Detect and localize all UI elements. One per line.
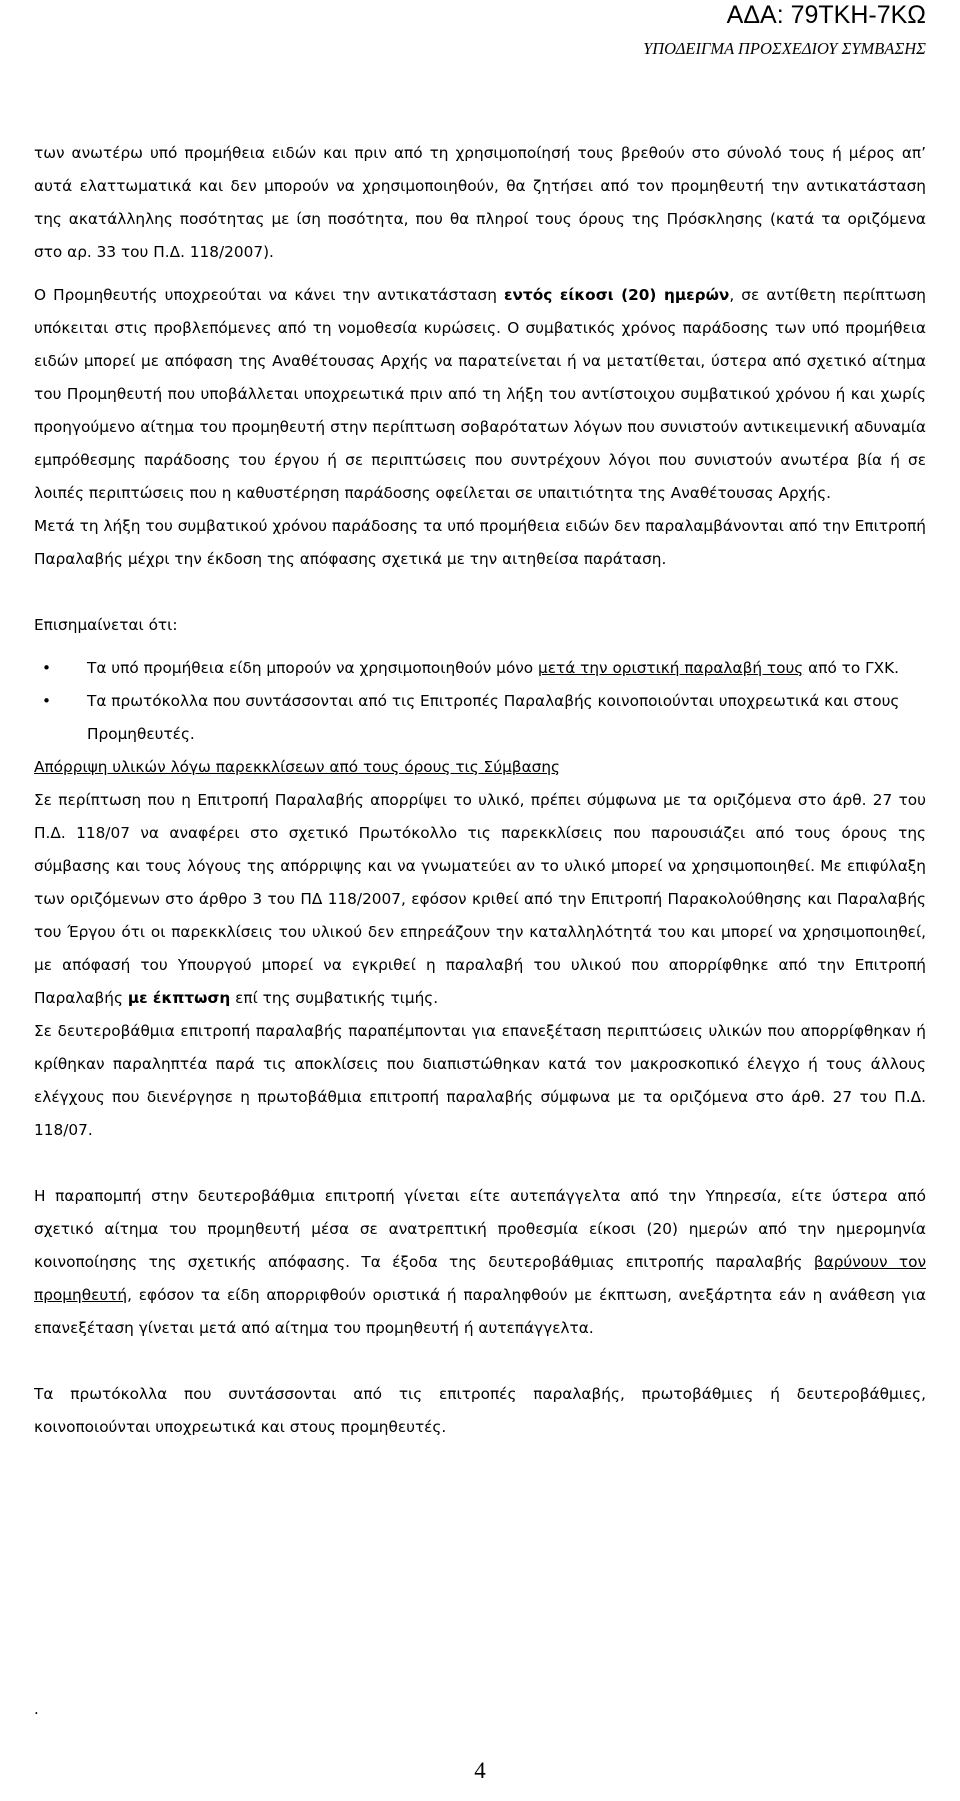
list-item bbox=[34, 685, 926, 751]
text-run: Σε περίπτωση που η Επιτροπή Παραλαβής απορρίψει το υλικό, πρέπει σύμφωνα με τα οριζόμενα στο άρθ. 27 του Π.Δ. 118/07 να αναφέρει στο σχετικό Πρωτόκολλο τις παρεκκλίσεις που παρουσιάζει από τους όρους της σύμβασης και τους λόγους της απόρριψης και να γνωματεύει αν το υλικό μπορεί να χρησιμοποιηθεί. Με επιφύλαξη των οριζόμενων στο άρθρο 3 του ΠΔ 118/2007, εφόσον κριθεί από την Επιτροπή Παρακολούθησης και Παραλαβής του Έργου ότι οι παρεκκλίσεις του υλικού δεν επηρεάζουν την καταλληλότητά του και μπορεί να χρησιμοποιηθεί, με απόφασή του Υπουργού μπορεί να εγκριθεί η παραλαβή του υλικού που απορρίφθηκε από την Επιτροπή Παραλαβής bbox=[34, 791, 926, 1007]
paragraph-replacement-defective: των ανωτέρω υπό προμήθεια ειδών και πριν από τη χρησιμοποίησή τους βρεθούν στο σύνολό τους ή μέρος απ’ αυτά ελαττωματικά και δεν μπορούν να χρησιμοποιηθούν, θα ζητήσει από τον προμηθευτή την αντικατάσταση της ακατάλληλης ποσότητας με ίση ποσότητα, που θα πληροί τους όρους της Πρόσκλησης (κατά τα οριζόμενα στο αρ. 33 του Π.Δ. 118/2007). bbox=[34, 144, 926, 261]
bold-discount: με έκπτωση bbox=[127, 989, 231, 1007]
text-run: , εφόσον τα είδη απορριφθούν οριστικά ή παραληφθούν με έκπτωση, ανεξάρτητα εάν η ανάθεση για επανεξέταση γίνεται μετά από αίτημα του προμηθευτή ή αυτεπάγγελτα. bbox=[34, 1286, 926, 1337]
text-run: Η παραπομπή στην δευτεροβάθμια επιτροπή γίνεται είτε αυτεπάγγελτα από την Υπηρεσία, είτε ύστερα από σχετικό αίτημα του προμηθευτή μέσα σε ανατρεπτική προθεσμία είκοσι (20) ημερών από την ημερομηνία κοινοποίησης της σχετικής απόφασης. Τα έξοδα της δευτεροβάθμιας επιτροπής παραλαβής bbox=[34, 1187, 926, 1271]
list-item bbox=[34, 652, 926, 685]
ada-code: ΑΔΑ: 79ΤΚΗ-7ΚΩ bbox=[726, 1, 926, 29]
paragraph-referral bbox=[34, 1180, 926, 1345]
paragraph-supplier-obligation bbox=[34, 279, 926, 510]
bullet-icon: • bbox=[42, 659, 52, 677]
text-run: επί της συμβατικής τιμής. bbox=[230, 989, 439, 1007]
paragraph-rejection bbox=[34, 784, 926, 1015]
underlined-text: βαρύνουν τον προμηθευτή bbox=[34, 1253, 926, 1304]
section-title: Απόρριψη υλικών λόγω παρεκκλίσεων από τους όρους τις Σύμβασης bbox=[34, 758, 561, 776]
text-run: , σε αντίθετη περίπτωση υπόκειται στις προβλεπόμενες από τη νομοθεσία κυρώσεις. Ο συμβατικός χρόνος παράδοσης των υπό προμήθεια ειδών μπορεί με απόφαση της Αναθέτουσας Αρχής να παρατείνεται ή να μετατίθεται, ύστερα από σχετικό αίτημα του Προμηθευτή που υποβάλλεται υποχρεωτικά πριν από τη λήξη του αντίστοιχου συμβατικού χρόνου ή και χωρίς προηγούμενο αίτημα του προμηθευτή στην περίπτωση σοβαρότατων λόγων που συνιστούν αντικειμενική αδυναμία εμπρόθεσμης παράδοσης του έργου ή σε περιπτώσεις που συντρέχουν λόγοι που συνιστούν ανωτέρα βία ή σε λοιπές περιπτώσεις που η καθυστέρηση παράδοσης οφείλεται σε υπαιτιότητα της Αναθέτουσας Αρχής. bbox=[34, 286, 926, 502]
bold-deadline: εντός είκοσι (20) ημερών bbox=[504, 286, 730, 304]
page-number: 4 bbox=[474, 1758, 486, 1783]
note-label: Επισημαίνεται ότι: bbox=[34, 616, 178, 634]
document-body bbox=[34, 137, 926, 1444]
paragraph-protocols: Τα πρωτόκολλα που συντάσσονται από τις επιτροπές παραλαβής, πρωτοβάθμιες ή δευτεροβάθμιες, κοινοποιούνται υποχρεωτικά και στους προμηθευτές. bbox=[34, 1385, 926, 1436]
trailing-dot: . bbox=[34, 1700, 39, 1718]
bullet-icon: • bbox=[42, 692, 52, 710]
text-run: Τα πρωτόκολλα που συντάσσονται από τις Επιτροπές Παραλαβής κοινοποιούνται υποχρεωτικά και στους Προμηθευτές. bbox=[87, 692, 900, 743]
note-list bbox=[34, 652, 926, 751]
document-subtitle: ΥΠΟΔΕΙΓΜΑ ΠΡΟΣΧΕΔΙΟΥ ΣΥΜΒΑΣΗΣ bbox=[643, 39, 926, 58]
paragraph-second-committee: Σε δευτεροβάθμια επιτροπή παραλαβής παραπέμπονται για επανεξέταση περιπτώσεις υλικών που απορρίφθηκαν ή κρίθηκαν παραληπτέα παρά τις αποκλίσεις που διαπιστώθηκαν κατά τον μακροσκοπικό έλεγχο ή τους άλλους ελέγχους που διενέργησε η πρωτοβάθμια επιτροπή παραλαβής σύμφωνα με τα οριζόμενα στο άρθ. 27 του Π.Δ. 118/07. bbox=[34, 1022, 926, 1139]
text-run: Τα υπό προμήθεια είδη μπορούν να χρησιμοποιηθούν μόνο bbox=[87, 659, 538, 677]
paragraph-after-deadline: Μετά τη λήξη του συμβατικού χρόνου παράδοσης τα υπό προμήθεια ειδών δεν παραλαμβάνονται από την Επιτροπή Παραλαβής μέχρι την έκδοση της απόφασης σχετικά με την αιτηθείσα παράταση. bbox=[34, 517, 926, 568]
underlined-text: μετά την οριστική παραλαβή τους bbox=[537, 659, 804, 677]
text-run: Ο Προμηθευτής υποχρεούται να κάνει την αντικατάσταση bbox=[34, 286, 504, 304]
text-run: από το ΓΧΚ. bbox=[803, 659, 899, 677]
